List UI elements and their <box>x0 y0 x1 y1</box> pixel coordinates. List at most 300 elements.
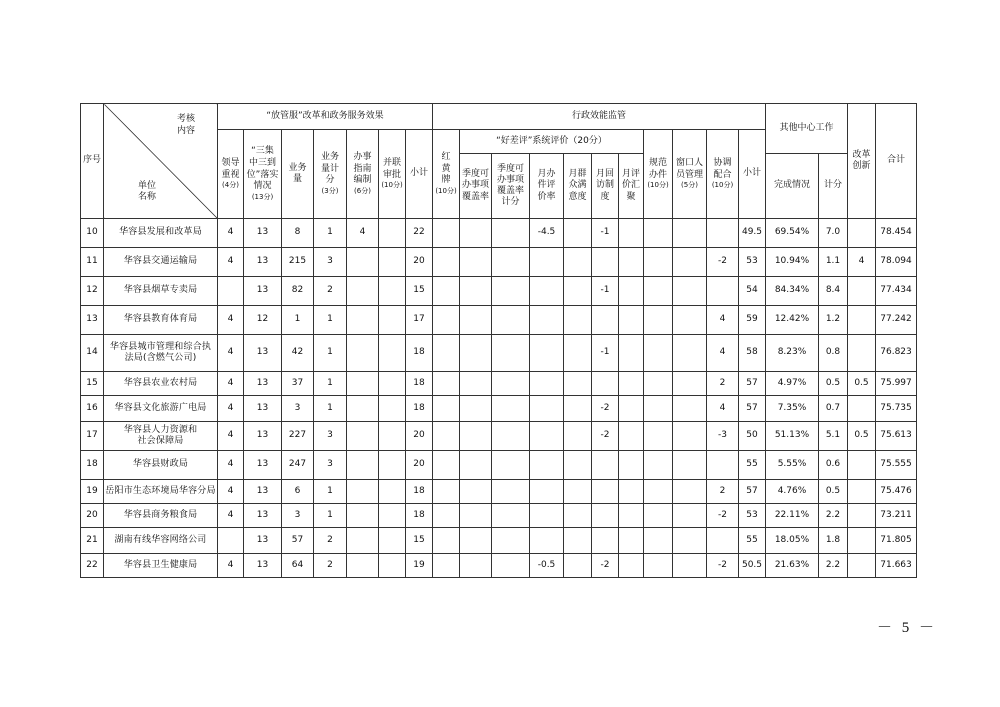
cell-sub1: 20 <box>406 422 433 451</box>
cell-guide <box>347 248 379 277</box>
cell-sub2: 53 <box>739 248 766 277</box>
cell-vscore: 3 <box>314 248 347 277</box>
header-month-revisit: 月回 访制 度 <box>592 154 619 219</box>
cell-seq: 22 <box>81 554 104 578</box>
cell-win <box>673 372 707 396</box>
header-xingzheng-group: 行政效能监管 <box>433 104 766 130</box>
header-haochaping-group: “好差评”系统评价（20分） <box>460 130 644 154</box>
cell-unit: 华容县教育体育局 <box>104 306 218 335</box>
cell-merge <box>379 422 406 451</box>
cell-msum <box>619 451 644 480</box>
cell-sub1: 18 <box>406 396 433 422</box>
cell-volume: 8 <box>282 219 314 248</box>
cell-comp: 4.76% <box>766 480 819 504</box>
cell-guide <box>347 335 379 372</box>
cell-msum <box>619 504 644 528</box>
cell-sub1: 20 <box>406 451 433 480</box>
cell-qc <box>460 248 492 277</box>
cell-sub1: 22 <box>406 219 433 248</box>
cell-msum <box>619 396 644 422</box>
cell-vscore: 1 <box>314 504 347 528</box>
cell-mrate <box>530 504 564 528</box>
cell-red <box>433 335 460 372</box>
cell-sub1: 20 <box>406 248 433 277</box>
cell-cscore: 7.0 <box>819 219 848 248</box>
cell-qcs <box>492 528 530 554</box>
cell-comp: 7.35% <box>766 396 819 422</box>
cell-unit: 华容县财政局 <box>104 451 218 480</box>
cell-vscore: 1 <box>314 335 347 372</box>
cell-coord: 4 <box>707 335 739 372</box>
cell-win <box>673 480 707 504</box>
cell-sub2: 53 <box>739 504 766 528</box>
cell-volume: 215 <box>282 248 314 277</box>
cell-std <box>644 396 673 422</box>
cell-msat <box>564 248 592 277</box>
header-sanji: “三集 中三到 位”落实 情况 (13分) <box>244 130 282 219</box>
cell-vscore: 1 <box>314 480 347 504</box>
cell-merge <box>379 528 406 554</box>
cell-reform <box>848 451 876 480</box>
cell-sub2: 50.5 <box>739 554 766 578</box>
cell-total: 76.823 <box>876 335 917 372</box>
cell-sub2: 58 <box>739 335 766 372</box>
cell-total: 78.094 <box>876 248 917 277</box>
header-volume-score: 业务 量计 分 (3分) <box>314 130 347 219</box>
cell-unit: 华容县农业农村局 <box>104 372 218 396</box>
cell-qcs <box>492 248 530 277</box>
cell-mrev: -2 <box>592 554 619 578</box>
header-month-summary: 月评 价汇 聚 <box>619 154 644 219</box>
cell-std <box>644 504 673 528</box>
cell-leader: 4 <box>218 480 244 504</box>
cell-win <box>673 554 707 578</box>
cell-reform <box>848 554 876 578</box>
header-leader: 领导 重视 (4分) <box>218 130 244 219</box>
header-window: 窗口人 员管理 (5分) <box>673 130 707 219</box>
cell-coord <box>707 451 739 480</box>
cell-qc <box>460 480 492 504</box>
cell-std <box>644 451 673 480</box>
cell-cscore: 0.7 <box>819 396 848 422</box>
cell-comp: 51.13% <box>766 422 819 451</box>
cell-coord <box>707 528 739 554</box>
cell-sanji: 13 <box>244 219 282 248</box>
header-subtotal-2: 小计 <box>739 130 766 219</box>
cell-sub1: 18 <box>406 335 433 372</box>
cell-win <box>673 504 707 528</box>
cell-msat <box>564 396 592 422</box>
cell-leader <box>218 277 244 306</box>
cell-coord: -2 <box>707 504 739 528</box>
cell-guide <box>347 451 379 480</box>
header-guide: 办事 指南 编制 (6分) <box>347 130 379 219</box>
cell-cscore: 8.4 <box>819 277 848 306</box>
cell-reform <box>848 219 876 248</box>
cell-leader: 4 <box>218 372 244 396</box>
cell-coord: 2 <box>707 372 739 396</box>
cell-merge <box>379 248 406 277</box>
table-row <box>81 422 917 451</box>
cell-vscore: 3 <box>314 451 347 480</box>
cell-mrev <box>592 306 619 335</box>
cell-mrate: -4.5 <box>530 219 564 248</box>
cell-qcs <box>492 480 530 504</box>
cell-seq: 15 <box>81 372 104 396</box>
header-other-group: 其他中心工作 <box>766 104 848 154</box>
cell-red <box>433 396 460 422</box>
cell-qc <box>460 372 492 396</box>
cell-sub2: 49.5 <box>739 219 766 248</box>
cell-total: 75.555 <box>876 451 917 480</box>
cell-std <box>644 554 673 578</box>
cell-cscore: 0.8 <box>819 335 848 372</box>
cell-leader: 4 <box>218 335 244 372</box>
cell-qcs <box>492 219 530 248</box>
cell-vscore: 1 <box>314 219 347 248</box>
cell-reform <box>848 396 876 422</box>
cell-mrev <box>592 372 619 396</box>
cell-std <box>644 422 673 451</box>
cell-std <box>644 372 673 396</box>
cell-guide <box>347 554 379 578</box>
cell-guide <box>347 277 379 306</box>
cell-volume: 6 <box>282 480 314 504</box>
table-row <box>81 248 917 277</box>
header-merge: 并联 审批 (10分) <box>379 130 406 219</box>
cell-total: 77.242 <box>876 306 917 335</box>
cell-leader: 4 <box>218 504 244 528</box>
cell-sanji: 13 <box>244 422 282 451</box>
cell-leader: 4 <box>218 451 244 480</box>
cell-comp: 22.11% <box>766 504 819 528</box>
cell-qcs <box>492 277 530 306</box>
cell-reform: 4 <box>848 248 876 277</box>
cell-qcs <box>492 422 530 451</box>
cell-unit: 华容县城市管理和综合执 法局(含燃气公司) <box>104 335 218 372</box>
cell-sanji: 13 <box>244 504 282 528</box>
cell-seq: 10 <box>81 219 104 248</box>
cell-leader: 4 <box>218 306 244 335</box>
header-month-rate: 月办 件评 价率 <box>530 154 564 219</box>
cell-msum <box>619 528 644 554</box>
cell-unit: 华容县商务粮食局 <box>104 504 218 528</box>
cell-guide: 4 <box>347 219 379 248</box>
cell-sub1: 19 <box>406 554 433 578</box>
cell-std <box>644 248 673 277</box>
cell-sanji: 13 <box>244 248 282 277</box>
cell-qc <box>460 504 492 528</box>
cell-mrev <box>592 451 619 480</box>
cell-mrate <box>530 277 564 306</box>
cell-qcs <box>492 504 530 528</box>
cell-cscore: 0.6 <box>819 451 848 480</box>
cell-comp: 5.55% <box>766 451 819 480</box>
cell-std <box>644 219 673 248</box>
cell-win <box>673 306 707 335</box>
cell-seq: 17 <box>81 422 104 451</box>
cell-unit: 岳阳市生态环境局华容分局 <box>104 480 218 504</box>
header-subtotal-1: 小计 <box>406 130 433 219</box>
cell-msat <box>564 451 592 480</box>
cell-vscore: 1 <box>314 306 347 335</box>
table-row <box>81 504 917 528</box>
cell-unit: 华容县文化旅游广电局 <box>104 396 218 422</box>
cell-merge <box>379 335 406 372</box>
cell-vscore: 3 <box>314 422 347 451</box>
cell-mrate <box>530 306 564 335</box>
cell-win <box>673 219 707 248</box>
cell-total: 78.454 <box>876 219 917 248</box>
cell-total: 71.663 <box>876 554 917 578</box>
cell-merge <box>379 396 406 422</box>
cell-sanji: 13 <box>244 396 282 422</box>
cell-total: 75.997 <box>876 372 917 396</box>
cell-sub2: 55 <box>739 528 766 554</box>
cell-mrev <box>592 480 619 504</box>
cell-red <box>433 528 460 554</box>
cell-sanji: 13 <box>244 277 282 306</box>
cell-mrev: -1 <box>592 219 619 248</box>
cell-mrev <box>592 504 619 528</box>
cell-sub1: 18 <box>406 372 433 396</box>
header-quarter-coverage-score: 季度可 办事项 覆盖率 计分 <box>492 154 530 219</box>
cell-seq: 13 <box>81 306 104 335</box>
cell-volume: 227 <box>282 422 314 451</box>
cell-seq: 12 <box>81 277 104 306</box>
cell-cscore: 0.5 <box>819 480 848 504</box>
cell-guide <box>347 396 379 422</box>
cell-leader <box>218 528 244 554</box>
cell-total: 73.211 <box>876 504 917 528</box>
cell-vscore: 1 <box>314 372 347 396</box>
cell-sanji: 13 <box>244 335 282 372</box>
cell-cscore: 0.5 <box>819 372 848 396</box>
cell-msat <box>564 422 592 451</box>
cell-unit: 华容县烟草专卖局 <box>104 277 218 306</box>
table-row <box>81 306 917 335</box>
cell-seq: 19 <box>81 480 104 504</box>
cell-sanji: 12 <box>244 306 282 335</box>
cell-qc <box>460 277 492 306</box>
cell-red <box>433 504 460 528</box>
cell-reform <box>848 335 876 372</box>
cell-merge <box>379 554 406 578</box>
cell-sanji: 13 <box>244 554 282 578</box>
cell-unit: 华容县人力资源和 社会保障局 <box>104 422 218 451</box>
cell-msat <box>564 528 592 554</box>
cell-qc <box>460 422 492 451</box>
cell-leader: 4 <box>218 219 244 248</box>
cell-sub2: 57 <box>739 480 766 504</box>
cell-guide <box>347 306 379 335</box>
cell-red <box>433 219 460 248</box>
cell-qc <box>460 554 492 578</box>
cell-msat <box>564 306 592 335</box>
cell-leader: 4 <box>218 422 244 451</box>
table-row <box>81 528 917 554</box>
cell-guide <box>347 504 379 528</box>
cell-msat <box>564 277 592 306</box>
cell-qc <box>460 335 492 372</box>
cell-mrate <box>530 396 564 422</box>
cell-sub2: 57 <box>739 372 766 396</box>
cell-msum <box>619 335 644 372</box>
cell-sub2: 57 <box>739 396 766 422</box>
cell-total: 71.805 <box>876 528 917 554</box>
cell-total: 77.434 <box>876 277 917 306</box>
cell-sanji: 13 <box>244 528 282 554</box>
cell-msum <box>619 372 644 396</box>
cell-merge <box>379 451 406 480</box>
cell-msat <box>564 372 592 396</box>
cell-mrev <box>592 528 619 554</box>
cell-sub2: 55 <box>739 451 766 480</box>
table-row <box>81 277 917 306</box>
header-content-label: 考核 内容 <box>176 114 195 136</box>
cell-volume: 1 <box>282 306 314 335</box>
cell-coord: 4 <box>707 306 739 335</box>
cell-guide <box>347 372 379 396</box>
header-volume: 业务 量 <box>282 130 314 219</box>
cell-volume: 42 <box>282 335 314 372</box>
cell-comp: 69.54% <box>766 219 819 248</box>
cell-merge <box>379 372 406 396</box>
cell-red <box>433 480 460 504</box>
cell-seq: 16 <box>81 396 104 422</box>
cell-comp: 8.23% <box>766 335 819 372</box>
cell-total: 75.476 <box>876 480 917 504</box>
cell-cscore: 1.2 <box>819 306 848 335</box>
cell-qc <box>460 306 492 335</box>
cell-qcs <box>492 396 530 422</box>
table-row <box>81 451 917 480</box>
cell-msum <box>619 277 644 306</box>
cell-mrate <box>530 528 564 554</box>
cell-reform <box>848 480 876 504</box>
cell-seq: 11 <box>81 248 104 277</box>
cell-msum <box>619 554 644 578</box>
cell-qcs <box>492 306 530 335</box>
cell-sub2: 59 <box>739 306 766 335</box>
cell-std <box>644 480 673 504</box>
cell-coord: 4 <box>707 396 739 422</box>
header-redyellow: 红 黄 牌 (10分) <box>433 130 460 219</box>
cell-vscore: 2 <box>314 554 347 578</box>
header-quarter-coverage: 季度可 办事项 覆盖率 <box>460 154 492 219</box>
cell-msat <box>564 480 592 504</box>
cell-vscore: 2 <box>314 277 347 306</box>
cell-qc <box>460 528 492 554</box>
cell-merge <box>379 306 406 335</box>
table-row <box>81 480 917 504</box>
cell-win <box>673 422 707 451</box>
cell-leader: 4 <box>218 248 244 277</box>
table-row <box>81 219 917 248</box>
cell-leader: 4 <box>218 396 244 422</box>
cell-red <box>433 248 460 277</box>
cell-mrate <box>530 248 564 277</box>
header-diagonal-cell <box>104 104 218 219</box>
cell-msum <box>619 248 644 277</box>
cell-msat <box>564 554 592 578</box>
cell-reform <box>848 504 876 528</box>
cell-reform <box>848 306 876 335</box>
cell-vscore: 2 <box>314 528 347 554</box>
cell-sub2: 54 <box>739 277 766 306</box>
cell-red <box>433 554 460 578</box>
cell-comp: 10.94% <box>766 248 819 277</box>
cell-mrev <box>592 248 619 277</box>
cell-mrate <box>530 451 564 480</box>
cell-mrate <box>530 335 564 372</box>
cell-msum <box>619 422 644 451</box>
cell-comp: 12.42% <box>766 306 819 335</box>
cell-win <box>673 277 707 306</box>
cell-unit: 华容县交通运输局 <box>104 248 218 277</box>
cell-mrev: -1 <box>592 277 619 306</box>
cell-cscore: 1.8 <box>819 528 848 554</box>
header-reform: 改革 创新 <box>848 104 876 219</box>
cell-leader: 4 <box>218 554 244 578</box>
header-unit-label: 单位 名称 <box>138 180 157 203</box>
cell-seq: 18 <box>81 451 104 480</box>
cell-qcs <box>492 335 530 372</box>
cell-reform <box>848 528 876 554</box>
cell-mrate: -0.5 <box>530 554 564 578</box>
cell-comp: 18.05% <box>766 528 819 554</box>
cell-sub1: 15 <box>406 528 433 554</box>
cell-unit: 华容县发展和改革局 <box>104 219 218 248</box>
cell-qc <box>460 451 492 480</box>
header-score: 计分 <box>819 154 848 219</box>
cell-red <box>433 306 460 335</box>
header-seq: 序号 <box>81 104 104 219</box>
cell-coord: -3 <box>707 422 739 451</box>
cell-qcs <box>492 451 530 480</box>
cell-merge <box>379 480 406 504</box>
cell-coord: 2 <box>707 480 739 504</box>
table-row <box>81 372 917 396</box>
cell-unit: 华容县卫生健康局 <box>104 554 218 578</box>
cell-vscore: 1 <box>314 396 347 422</box>
cell-win <box>673 396 707 422</box>
cell-seq: 14 <box>81 335 104 372</box>
header-fangguanfu-group: “放管服”改革和政务服务效果 <box>218 104 433 130</box>
header-completion: 完成情况 <box>766 154 819 219</box>
page-number: － 5 － <box>877 620 938 636</box>
cell-std <box>644 277 673 306</box>
cell-cscore: 2.2 <box>819 504 848 528</box>
cell-mrev: -1 <box>592 335 619 372</box>
cell-sanji: 13 <box>244 480 282 504</box>
cell-red <box>433 451 460 480</box>
cell-mrev: -2 <box>592 422 619 451</box>
cell-cscore: 2.2 <box>819 554 848 578</box>
cell-std <box>644 528 673 554</box>
cell-qc <box>460 219 492 248</box>
cell-red <box>433 277 460 306</box>
cell-guide <box>347 528 379 554</box>
cell-unit: 湖南有线华容网络公司 <box>104 528 218 554</box>
cell-total: 75.613 <box>876 422 917 451</box>
cell-reform: 0.5 <box>848 372 876 396</box>
performance-table <box>80 103 917 578</box>
cell-volume: 82 <box>282 277 314 306</box>
header-total: 合计 <box>876 104 917 219</box>
cell-mrev: -2 <box>592 396 619 422</box>
cell-win <box>673 335 707 372</box>
